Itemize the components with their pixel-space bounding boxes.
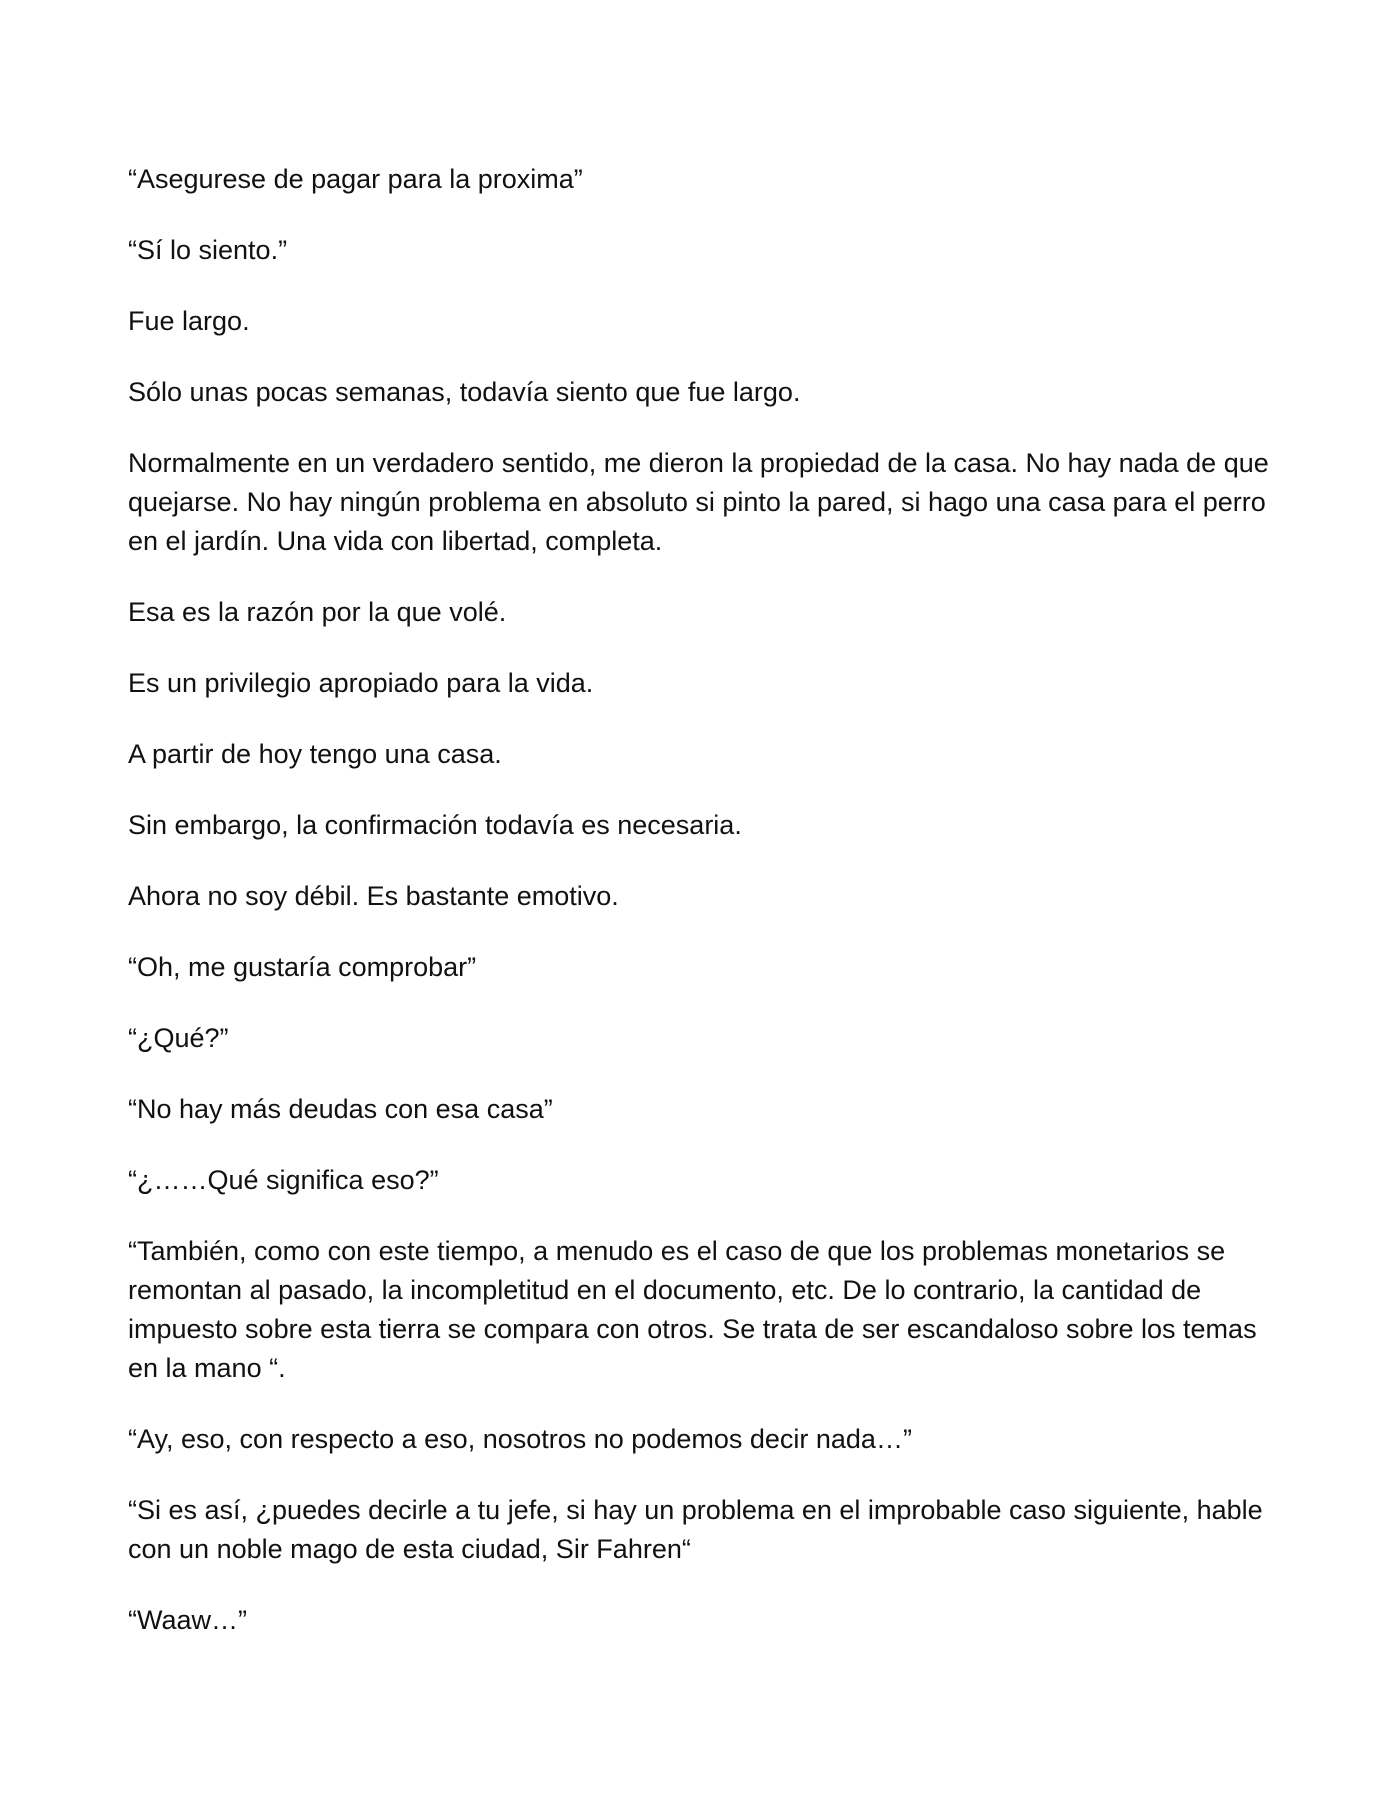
paragraph-16: “Ay, eso, con respecto a eso, nosotros no podemos decir nada…” — [128, 1424, 912, 1454]
paragraph-3: Fue largo. — [128, 306, 250, 336]
paragraph-1: “Asegurese de pagar para la proxima” — [128, 164, 583, 194]
paragraph-6: Esa es la razón por la que volé. — [128, 597, 507, 627]
paragraph-7: Es un privilegio apropiado para la vida. — [128, 668, 594, 698]
paragraph-14: “¿……Qué significa eso?” — [128, 1165, 439, 1195]
paragraph-4: Sólo unas pocas semanas, todavía siento que fue largo. — [128, 377, 801, 407]
paragraph-17: “Si es así, ¿puedes decirle a tu jefe, si hay un problema en el improbable caso siguiente, hable con un noble mago de esta ciudad, Sir Fahren“ — [128, 1495, 1263, 1564]
paragraph-8: A partir de hoy tengo una casa. — [128, 739, 502, 769]
paragraph-5: Normalmente en un verdadero sentido, me dieron la propiedad de la casa. No hay nada de que quejarse. No hay ningún problema en absoluto si pinto la pared, si hago una casa para el perro en el jardín. Una vida con libertad, completa. — [128, 448, 1269, 556]
body-text — [128, 160, 1283, 1672]
paragraph-10: Ahora no soy débil. Es bastante emotivo. — [128, 881, 619, 911]
paragraph-15: “También, como con este tiempo, a menudo es el caso de que los problemas monetarios se remontan al pasado, la incompletitud en el documento, etc. De lo contrario, la cantidad de impuesto sobre esta tierra se compara con otros. Se trata de ser escandaloso sobre los temas en la mano “. — [128, 1236, 1257, 1383]
paragraph-12: “¿Qué?” — [128, 1023, 229, 1053]
paragraph-11: “Oh, me gustaría comprobar” — [128, 952, 477, 982]
paragraph-2: “Sí lo siento.” — [128, 235, 288, 265]
paragraph-13: “No hay más deudas con esa casa” — [128, 1094, 553, 1124]
paragraph-9: Sin embargo, la confirmación todavía es necesaria. — [128, 810, 742, 840]
paragraph-18: “Waaw…” — [128, 1605, 247, 1635]
